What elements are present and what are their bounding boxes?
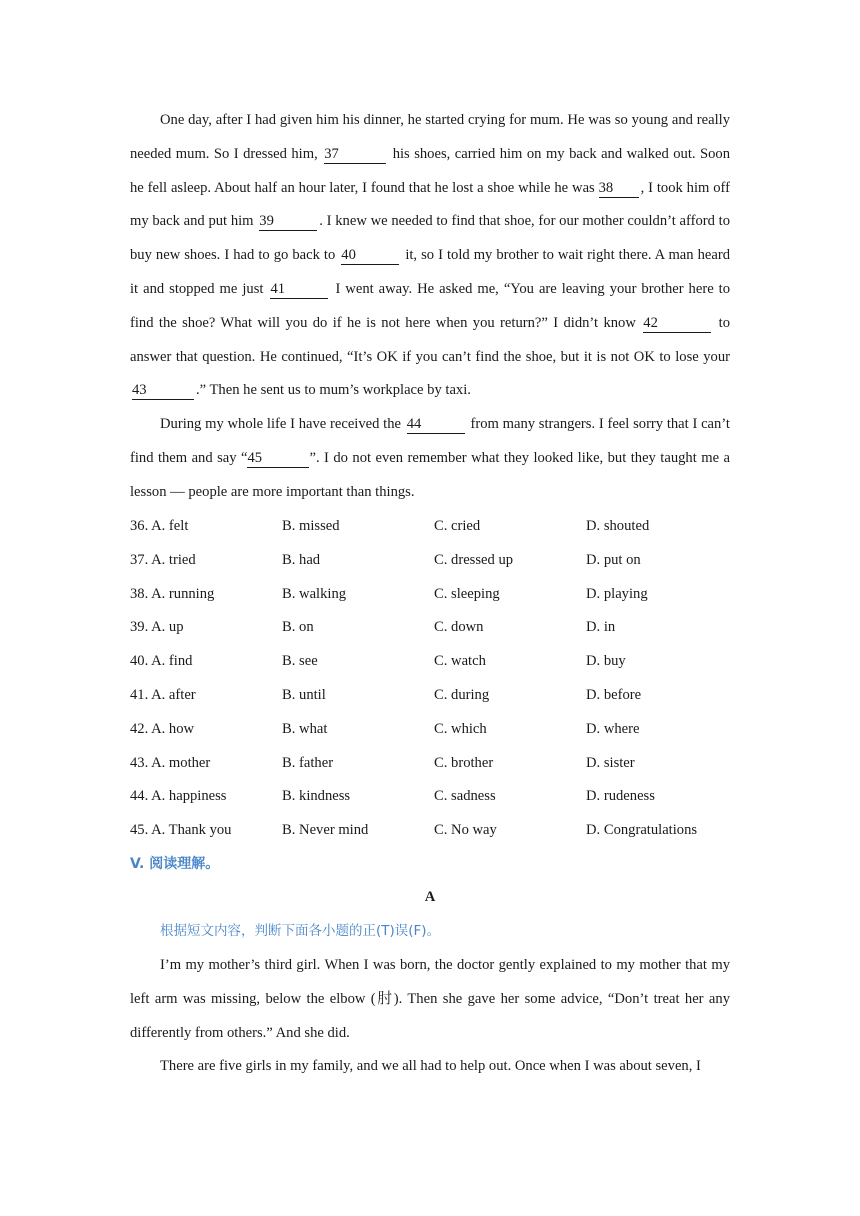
option-row-44 [130,780,730,814]
passage-text: . I knew we needed to find that shoe, for our mother couldn’t afford to buy new shoes. I had to go back to [130,213,730,264]
option-a: 43. A. mother [130,754,211,771]
option-d: D. Congratulations [586,822,698,839]
option-b: B. Never mind [282,822,369,839]
option-d: D. before [586,686,642,703]
option-d: D. rudeness [586,788,655,805]
option-row-40 [130,645,730,679]
blank-41: 41 [270,281,328,299]
option-c: C. No way [434,822,497,839]
reading-paragraph-2: There are five girls in my family, and we all had to help out. Once when I was about seven, I [160,1058,701,1075]
blank-38: 38 [599,180,639,198]
option-row-41 [130,679,730,713]
option-a: 42. A. how [130,720,195,737]
option-b: B. on [282,619,314,636]
option-d: D. in [586,619,616,636]
passage-text: it, so I told my brother to wait right there. A man heard it and stopped me just [130,247,730,297]
passage-text: During my whole life I have received the [160,416,401,433]
option-c: C. watch [434,653,486,670]
option-b: B. had [282,551,321,568]
option-row-45 [130,814,730,848]
option-row-38 [130,577,730,611]
passage-paragraph-2 [130,408,730,509]
option-a: 38. A. running [130,585,215,602]
answer-options [130,510,730,848]
option-a: 41. A. after [130,686,196,703]
option-c: C. during [434,686,490,703]
passage-text: to answer that question. He continued, “It’s OK if you can’t find the shoe, but it is not OK to lose your [130,314,731,365]
option-c: C. cried [434,517,481,534]
option-b: B. see [282,653,318,670]
option-b: B. missed [282,517,340,534]
passage-text: his shoes, carried him on my back and walked out. Soon he fell asleep. About half an hour later, I found that he lost a shoe while he was [130,145,731,196]
blank-39: 39 [259,213,317,231]
section-instruction: 根据短文内容，判断下面各小题的正(T)误(F)。 [160,923,441,940]
option-d: D. buy [586,653,626,670]
option-row-36 [130,510,730,544]
option-row-39 [130,611,730,645]
option-c: C. sleeping [434,585,500,602]
option-row-43 [130,746,730,780]
option-d: D. put on [586,551,641,568]
option-c: C. sadness [434,788,496,805]
blank-42: 42 [643,315,711,333]
option-b: B. until [282,686,326,703]
passage-paragraph-1 [130,104,730,408]
option-a: 44. A. happiness [130,788,227,805]
option-b: B. father [282,754,334,771]
blank-40: 40 [341,247,399,265]
blank-37: 37 [324,146,386,164]
option-b: B. what [282,720,328,737]
option-b: B. kindness [282,788,351,805]
passage-text: .” Then he sent us to mum’s workplace by taxi. [196,382,471,399]
option-a: 36. A. felt [130,517,189,534]
section-subtitle: A [424,889,436,906]
option-d: D. shouted [586,517,650,534]
blank-43: 43 [132,382,194,400]
option-row-42 [130,712,730,746]
section-heading: V. 阅读理解。 [130,855,220,872]
option-d: D. playing [586,585,648,602]
passage-text: One day, after I had given him his dinner, he started crying for mum. He was so young and really needed mum. So I dressed him, [130,112,730,162]
blank-45: 45 [247,450,309,468]
option-c: C. down [434,619,484,636]
option-b: B. walking [282,585,347,602]
option-row-37 [130,543,730,577]
passage-text: from many strangers. I feel sorry that I can’t find them and say “ [130,416,730,466]
option-a: 37. A. tried [130,551,196,568]
option-d: D. sister [586,754,635,771]
option-c: C. brother [434,754,494,771]
option-c: C. which [434,720,487,737]
passage-text: I went away. He asked me, “You are leaving your brother here to find the shoe? What will you do if he is not here when you return?” I didn’t know [130,280,731,331]
document-page [130,104,730,1084]
blank-44: 44 [407,416,465,434]
option-d: D. where [586,720,640,737]
passage-text: , I took him off my back and put him [130,179,730,230]
option-a: 39. A. up [130,619,184,636]
reading-paragraph-1: I’m my mother’s third girl. When I was born, the doctor gently explained to my mother that my left arm was missing, below the elbow (肘). Then she gave her some advice, “Don’t treat her any differently from others.” And she did. [130,956,730,1041]
option-c: C. dressed up [434,551,514,568]
passage-text: ”. I do not even remember what they looked like, but they taught me a lesson — people are more important than things. [130,449,730,500]
option-a: 45. A. Thank you [130,822,232,839]
option-a: 40. A. find [130,653,193,670]
